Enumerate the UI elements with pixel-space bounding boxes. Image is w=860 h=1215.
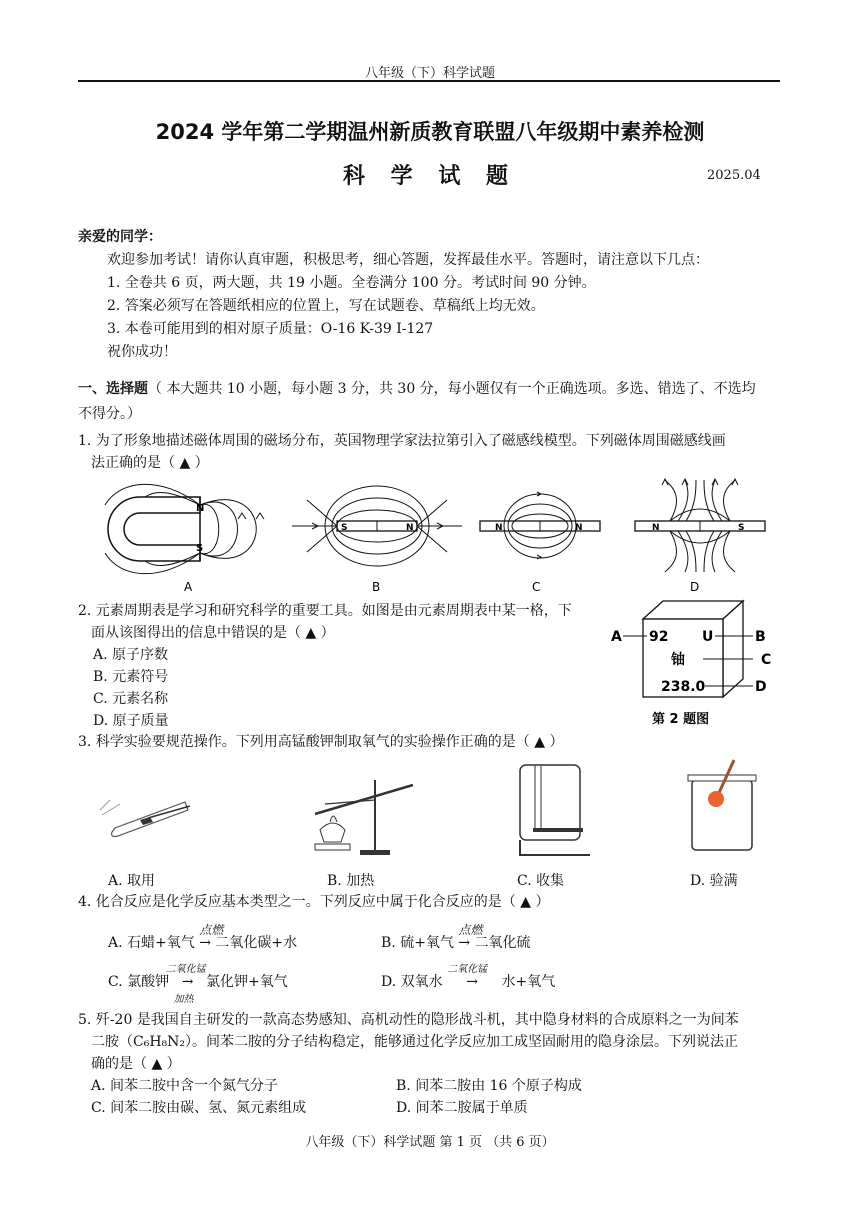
note-1: 1. 全卷共 6 页，两大题，共 19 小题。全卷满分 100 分。考试时间 90 分钟。 [107, 275, 596, 291]
q1-c-caption: C [532, 580, 541, 594]
q1-b-pole-right: N [406, 523, 414, 533]
note-wish: 祝你成功！ [107, 344, 177, 360]
q4-option-d [381, 964, 556, 991]
q4-d-left: D. 双氧水 [381, 974, 443, 990]
q3-caption-c: C. 收集 [517, 873, 565, 889]
q1-d-pole-right: S [738, 523, 745, 533]
q1-b-pole-left: S [341, 523, 348, 533]
q1-b-caption: B [372, 580, 381, 594]
q1-a-caption: A [184, 580, 193, 594]
q3-figure-b-heating [305, 770, 425, 860]
q1-figure-c [475, 475, 605, 595]
q4-c-condition-bottom: 加热 [173, 994, 194, 1005]
q5-stem-cont-1: 二胺（C₆H₈N₂）。间苯二胺的分子结构稳定，能够通过化学反应加工成坚固耐用的隐身涂层。下列说法正 [91, 1034, 739, 1050]
note-2: 2. 答案必须写在答题纸相应的位置上，写在试题卷、草稿纸上均无效。 [107, 298, 545, 314]
section-1-label: 一、选择题 [78, 381, 148, 397]
q1-d-caption: D [690, 580, 700, 594]
q4-stem: 4. 化合反应是化学反应基本类型之一。下列反应中属于化合反应的是（ ▲ ） [78, 894, 550, 910]
q1-figure-a [100, 475, 270, 595]
section-1-heading [78, 378, 756, 398]
q3-figure-d-verifying [682, 755, 762, 855]
exam-title: 2024 学年第二学期温州新质教育联盟八年级期中素养检测 [155, 120, 705, 144]
q2-option-b: B. 元素符号 [93, 669, 169, 685]
section-1-desc-cont: 不得分。） [78, 406, 141, 422]
q4-b-condition: 点燃 [458, 923, 483, 937]
q4-a-arrow: → [199, 935, 211, 951]
q4-option-c [108, 964, 288, 1005]
q4-b-right: 二氧化硫 [474, 935, 531, 951]
q2-figure-caption: 第 2 题图 [652, 712, 710, 727]
q4-b-left: B. 硫+氧气 [381, 935, 454, 951]
q2-atomic-mass: 238.0 [661, 679, 706, 695]
q3-caption-d: D. 验满 [690, 873, 738, 889]
q2-element-cell-figure [605, 596, 785, 736]
q3-caption-b: B. 加热 [327, 873, 375, 889]
q3-caption-a: A. 取用 [108, 873, 156, 889]
q1-stem: 1. 为了形象地描述磁体周围的磁场分布，英国物理学家法拉第引入了磁感线模型。下列磁体周围磁感线画 [78, 433, 726, 449]
q2-label-a: A [611, 629, 622, 645]
q1-c-pole-left: N [495, 523, 503, 533]
q4-c-left: C. 氯酸钾 [108, 974, 170, 990]
note-intro: 欢迎参加考试！请你认真审题，积极思考，细心答题，发挥最佳水平。答题时，请注意以下几点： [107, 252, 709, 268]
header-rule [78, 80, 780, 82]
q2-label-b: B [755, 629, 766, 645]
q4-c-condition-top: 二氧化锰 [165, 964, 206, 975]
q4-d-right: 水+氧气 [501, 974, 556, 990]
q2-stem-cont: 面从该图得出的信息中错误的是（ ▲ ） [91, 625, 335, 641]
q4-d-condition: 二氧化锰 [447, 964, 488, 975]
q2-atomic-number: 92 [649, 629, 669, 645]
q4-b-arrow: → [458, 935, 471, 951]
q2-option-d: D. 原子质量 [93, 713, 169, 729]
section-1-desc: （ 本大题共 10 小题，每小题 3 分，共 30 分，每小题仅有一个正确选项。多选、错选了、不选均 [148, 381, 756, 397]
q5-stem: 5. 歼-20 是我国自主研发的一款高态势感知、高机动性的隐形战斗机，其中隐身材料的合成原料之一为间苯 [78, 1012, 739, 1028]
q1-a-pole-bottom: S [196, 543, 204, 554]
note-3: 3. 本卷可能用到的相对原子质量：O-16 K-39 I-127 [107, 321, 434, 337]
q4-a-left: A. 石蜡+氧气 [108, 935, 195, 951]
q4-option-a [108, 923, 298, 952]
q1-figure-d [630, 475, 770, 595]
q3-figure-c-collecting [515, 760, 595, 860]
q2-option-c: C. 元素名称 [93, 691, 169, 707]
q4-option-b [381, 923, 531, 952]
q1-figure-b [292, 475, 462, 595]
q4-a-condition: 点燃 [199, 923, 224, 937]
q3-stem: 3. 科学实验要规范操作。下列用高锰酸钾制取氧气的实验操作正确的是（ ▲ ） [78, 734, 564, 750]
q5-option-d: D. 间苯二胺属于单质 [396, 1100, 528, 1116]
q2-label-c: C [761, 652, 772, 668]
q2-stem: 2. 元素周期表是学习和研究科学的重要工具。如图是由元素周期表中某一格，下 [78, 603, 572, 619]
greeting: 亲爱的同学： [78, 229, 162, 245]
q1-d-pole-left: N [652, 523, 660, 533]
exam-date: 2025.04 [707, 168, 761, 183]
q2-element-name: 铀 [671, 652, 685, 668]
q5-option-c: C. 间苯二胺由碳、氢、氮元素组成 [91, 1100, 307, 1116]
q2-label-d: D [755, 679, 767, 695]
q1-a-pole-top: N [196, 503, 205, 514]
q4-c-right: 氯化钾+氧气 [206, 974, 288, 990]
running-header: 八年级（下）科学试题 [364, 66, 495, 81]
q3-figure-a-test-tube [90, 790, 200, 850]
q2-element-symbol: U [702, 629, 714, 645]
q1-c-pole-right: N [575, 523, 583, 533]
q5-option-b: B. 间苯二胺由 16 个原子构成 [396, 1078, 582, 1094]
q5-option-a: A. 间苯二胺中含一个氮气分子 [91, 1078, 279, 1094]
q4-d-arrow: → [466, 974, 478, 990]
q4-a-right: 二氧化碳+水 [215, 935, 298, 951]
exam-subtitle: 科 学 试 题 [343, 164, 517, 189]
q4-c-arrow: → [181, 974, 194, 990]
q2-option-a: A. 原子序数 [93, 647, 169, 663]
page-footer: 八年级（下）科学试题 第 1 页 （共 6 页） [305, 1135, 555, 1150]
q5-stem-cont-2: 确的是（ ▲ ） [91, 1056, 181, 1072]
q1-stem-cont: 法正确的是（ ▲ ） [91, 455, 209, 471]
